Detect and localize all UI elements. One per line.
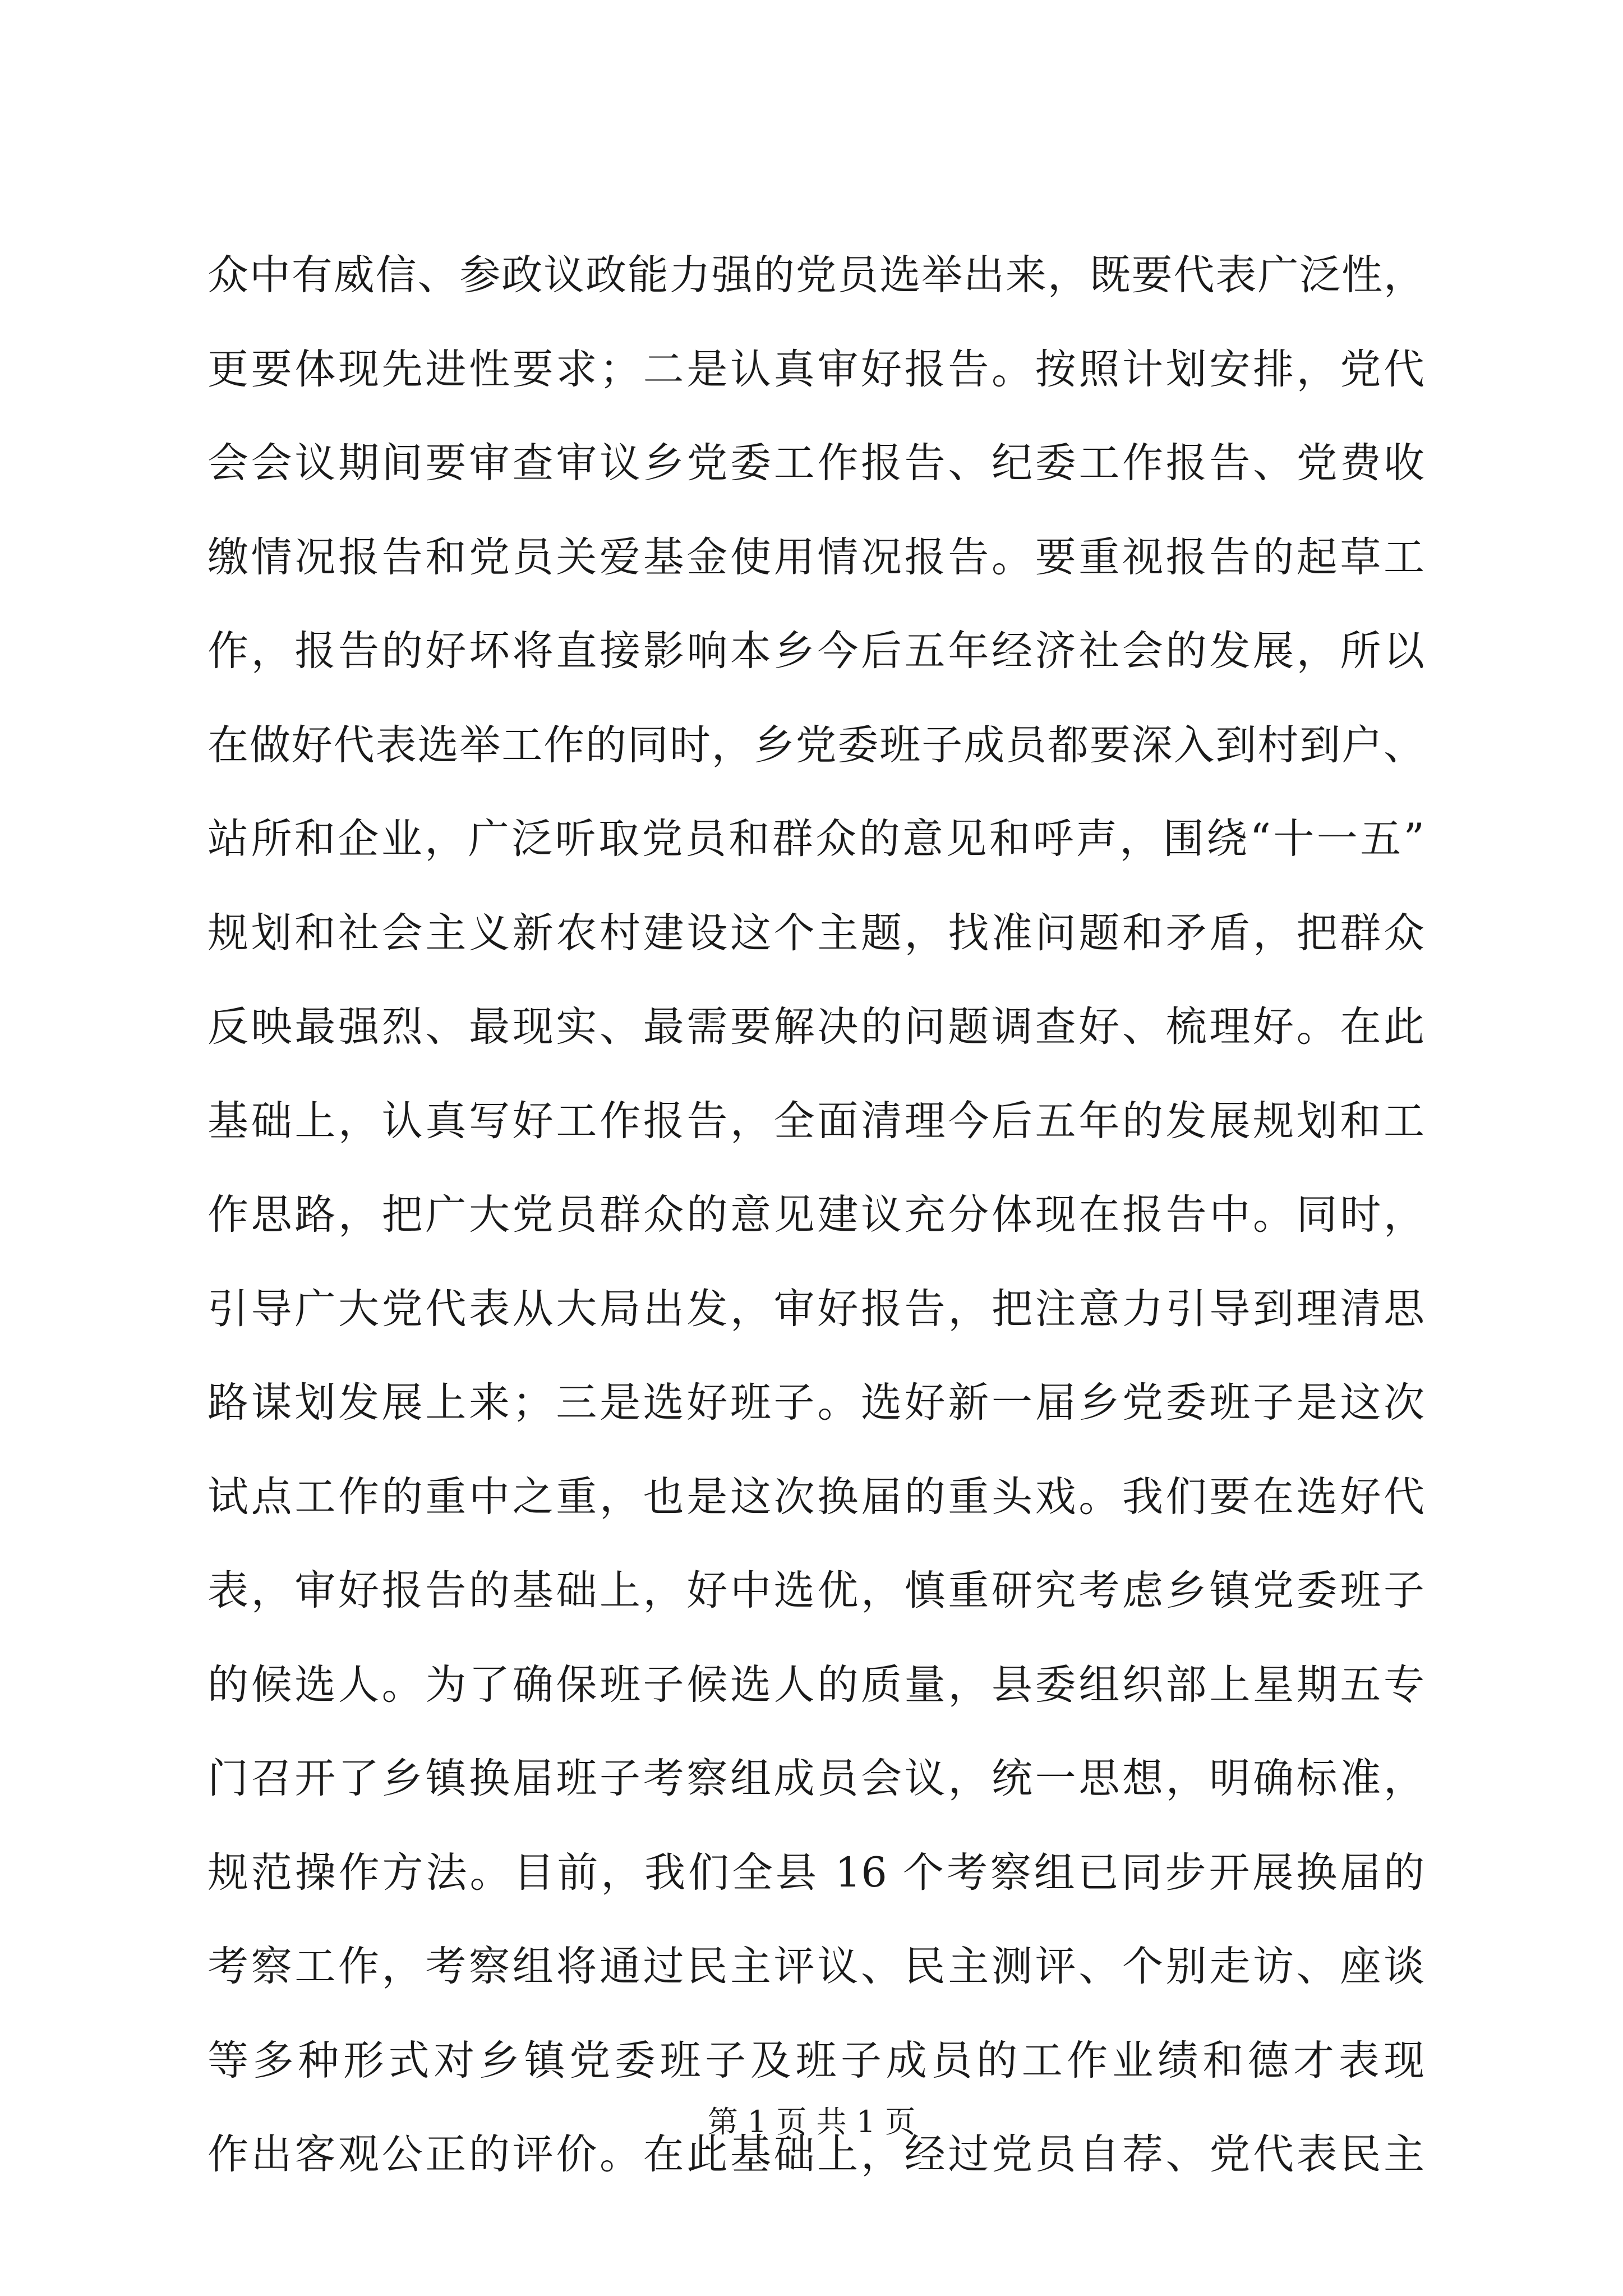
text-line: 规划和社会主义新农村建设这个主题，找准问题和矛盾，把群众 xyxy=(208,909,1424,957)
text-line: 基础上，认真写好工作报告，全面清理今后五年的发展规划和工 xyxy=(208,1097,1424,1145)
page-number-label: 第 1 页 共 1 页 xyxy=(707,2104,916,2139)
text-line: 会会议期间要审查审议乡党委工作报告、纪委工作报告、党费收 xyxy=(208,439,1424,487)
text-line: 引导广大党代表从大局出发，审好报告，把注意力引导到理清思 xyxy=(208,1285,1424,1333)
text-line: 作出客观公正的评价。在此基础上，经过党员自荐、党代表民主 xyxy=(208,2131,1424,2178)
text-line: 反映最强烈、最现实、最需要解决的问题调查好、梳理好。在此 xyxy=(208,1003,1424,1051)
text-line: 等多种形式对乡镇党委班子及班子成员的工作业绩和德才表现 xyxy=(208,2036,1424,2085)
text-line: 考察工作，考察组将通过民主评议、民主测评、个别走访、座谈 xyxy=(208,1943,1424,1990)
text-line: 更要体现先进性要求；二是认真审好报告。按照计划安排，党代 xyxy=(208,345,1424,393)
text-line: 作，报告的好坏将直接影响本乡今后五年经济社会的发展，所以 xyxy=(208,627,1424,675)
text-line: 路谋划发展上来；三是选好班子。选好新一届乡党委班子是这次 xyxy=(208,1379,1424,1427)
text-line: 缴情况报告和党员关爱基金使用情况报告。要重视报告的起草工 xyxy=(208,533,1424,581)
text-line: 的候选人。为了确保班子候选人的质量，县委组织部上星期五专 xyxy=(208,1660,1424,1709)
text-line: 站所和企业，广泛听取党员和群众的意见和呼声，围绕“十一五” xyxy=(208,815,1424,863)
text-line: 规范操作方法。目前，我们全县 16 个考察组已同步开展换届的 xyxy=(208,1848,1424,1897)
page-footer xyxy=(0,2098,1623,2141)
text-line: 表，审好报告的基础上，好中选优，慎重研究考虑乡镇党委班子 xyxy=(208,1567,1424,1614)
text-line: 众中有威信、参政议政能力强的党员选举出来，既要代表广泛性， xyxy=(208,251,1424,299)
text-line: 在做好代表选举工作的同时，乡党委班子成员都要深入到村到户、 xyxy=(208,721,1424,769)
text-line: 门召开了乡镇换届班子考察组成员会议，统一思想，明确标准， xyxy=(208,1755,1424,1802)
text-line: 试点工作的重中之重，也是这次换届的重头戏。我们要在选好代 xyxy=(208,1473,1424,1521)
text-line: 作思路，把广大党员群众的意见建议充分体现在报告中。同时， xyxy=(208,1191,1424,1239)
document-body xyxy=(208,250,1424,2224)
